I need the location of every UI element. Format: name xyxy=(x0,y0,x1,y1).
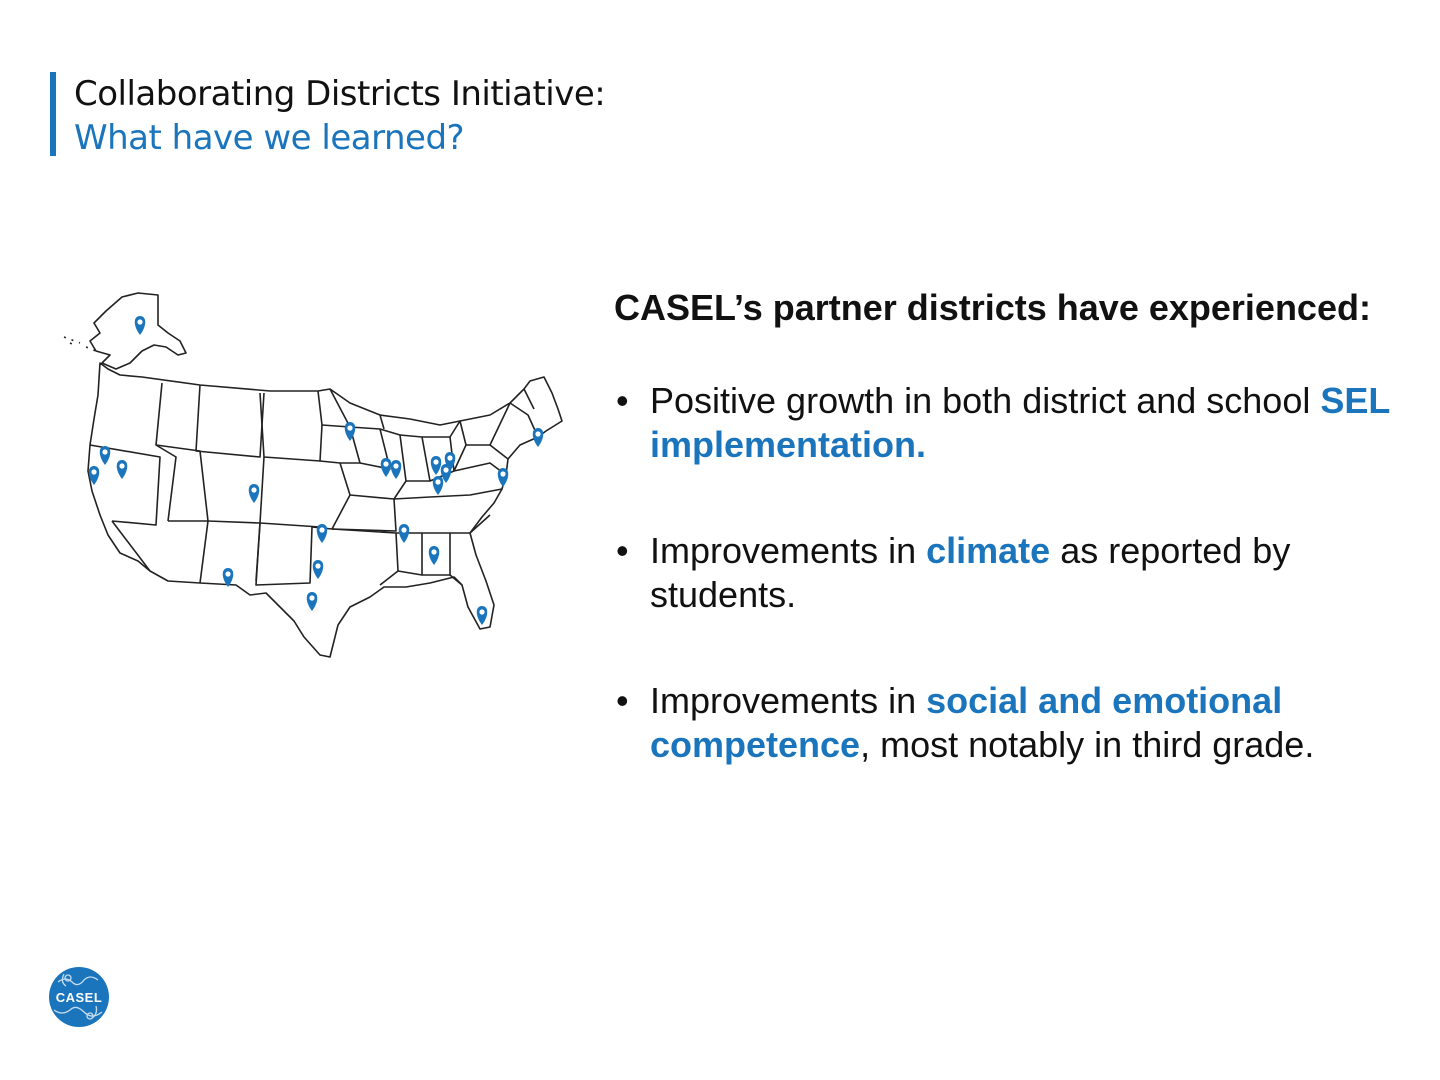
bullet-text: Positive growth in both district and school xyxy=(650,380,1321,421)
map-pin-icon xyxy=(477,606,488,625)
map-pin-icon xyxy=(117,460,128,479)
map-pin-icon xyxy=(433,476,444,495)
casel-logo-icon xyxy=(48,966,110,1028)
bullet-highlight-text: climate xyxy=(926,530,1051,571)
bullet-marker: • xyxy=(616,680,629,721)
map-pin-icon xyxy=(498,468,509,487)
map-pin-icon xyxy=(429,546,440,565)
title-line-2: What have we learned? xyxy=(74,118,465,158)
pin-layer xyxy=(89,316,544,625)
map-pin-icon xyxy=(399,524,410,543)
page-title xyxy=(74,72,605,160)
bullet-marker: • xyxy=(616,530,629,571)
bullet-list xyxy=(614,379,1404,767)
casel-logo-text: CASEL xyxy=(55,990,103,1005)
intro-heading: CASEL’s partner districts have experienced: xyxy=(614,287,1371,328)
map-pin-icon xyxy=(313,560,324,579)
title-accent-bar xyxy=(50,72,56,156)
map-pin-icon xyxy=(249,484,260,503)
us-map-svg xyxy=(50,285,580,675)
map-pin-icon xyxy=(100,446,111,465)
map-pin-icon xyxy=(307,592,318,611)
map-pin-icon xyxy=(135,316,146,335)
bullet-highlight-text: social and emotional competence xyxy=(650,680,1283,765)
title-line-1: Collaborating Districts Initiative: xyxy=(74,74,606,114)
bullet-text: Improvements in xyxy=(650,530,927,571)
map-pin-icon xyxy=(431,456,442,475)
map-pin-icon xyxy=(391,460,402,479)
bullet-text: , most notably in third grade. xyxy=(860,724,1315,765)
map-pin-icon xyxy=(381,458,392,477)
bullet-item xyxy=(614,679,1404,767)
bullet-text: as reported by students. xyxy=(650,530,1291,615)
map-pin-icon xyxy=(533,428,544,447)
bullet-highlight-text: SEL implementation. xyxy=(650,380,1390,465)
map-pin-icon xyxy=(317,524,328,543)
bullet-marker: • xyxy=(616,380,629,421)
us-map xyxy=(50,285,580,675)
bullet-item xyxy=(614,529,1404,617)
casel-logo xyxy=(48,966,110,1028)
bullet-text: Improvements in xyxy=(650,680,927,721)
bullet-item xyxy=(614,379,1404,467)
content-panel xyxy=(614,286,1404,829)
